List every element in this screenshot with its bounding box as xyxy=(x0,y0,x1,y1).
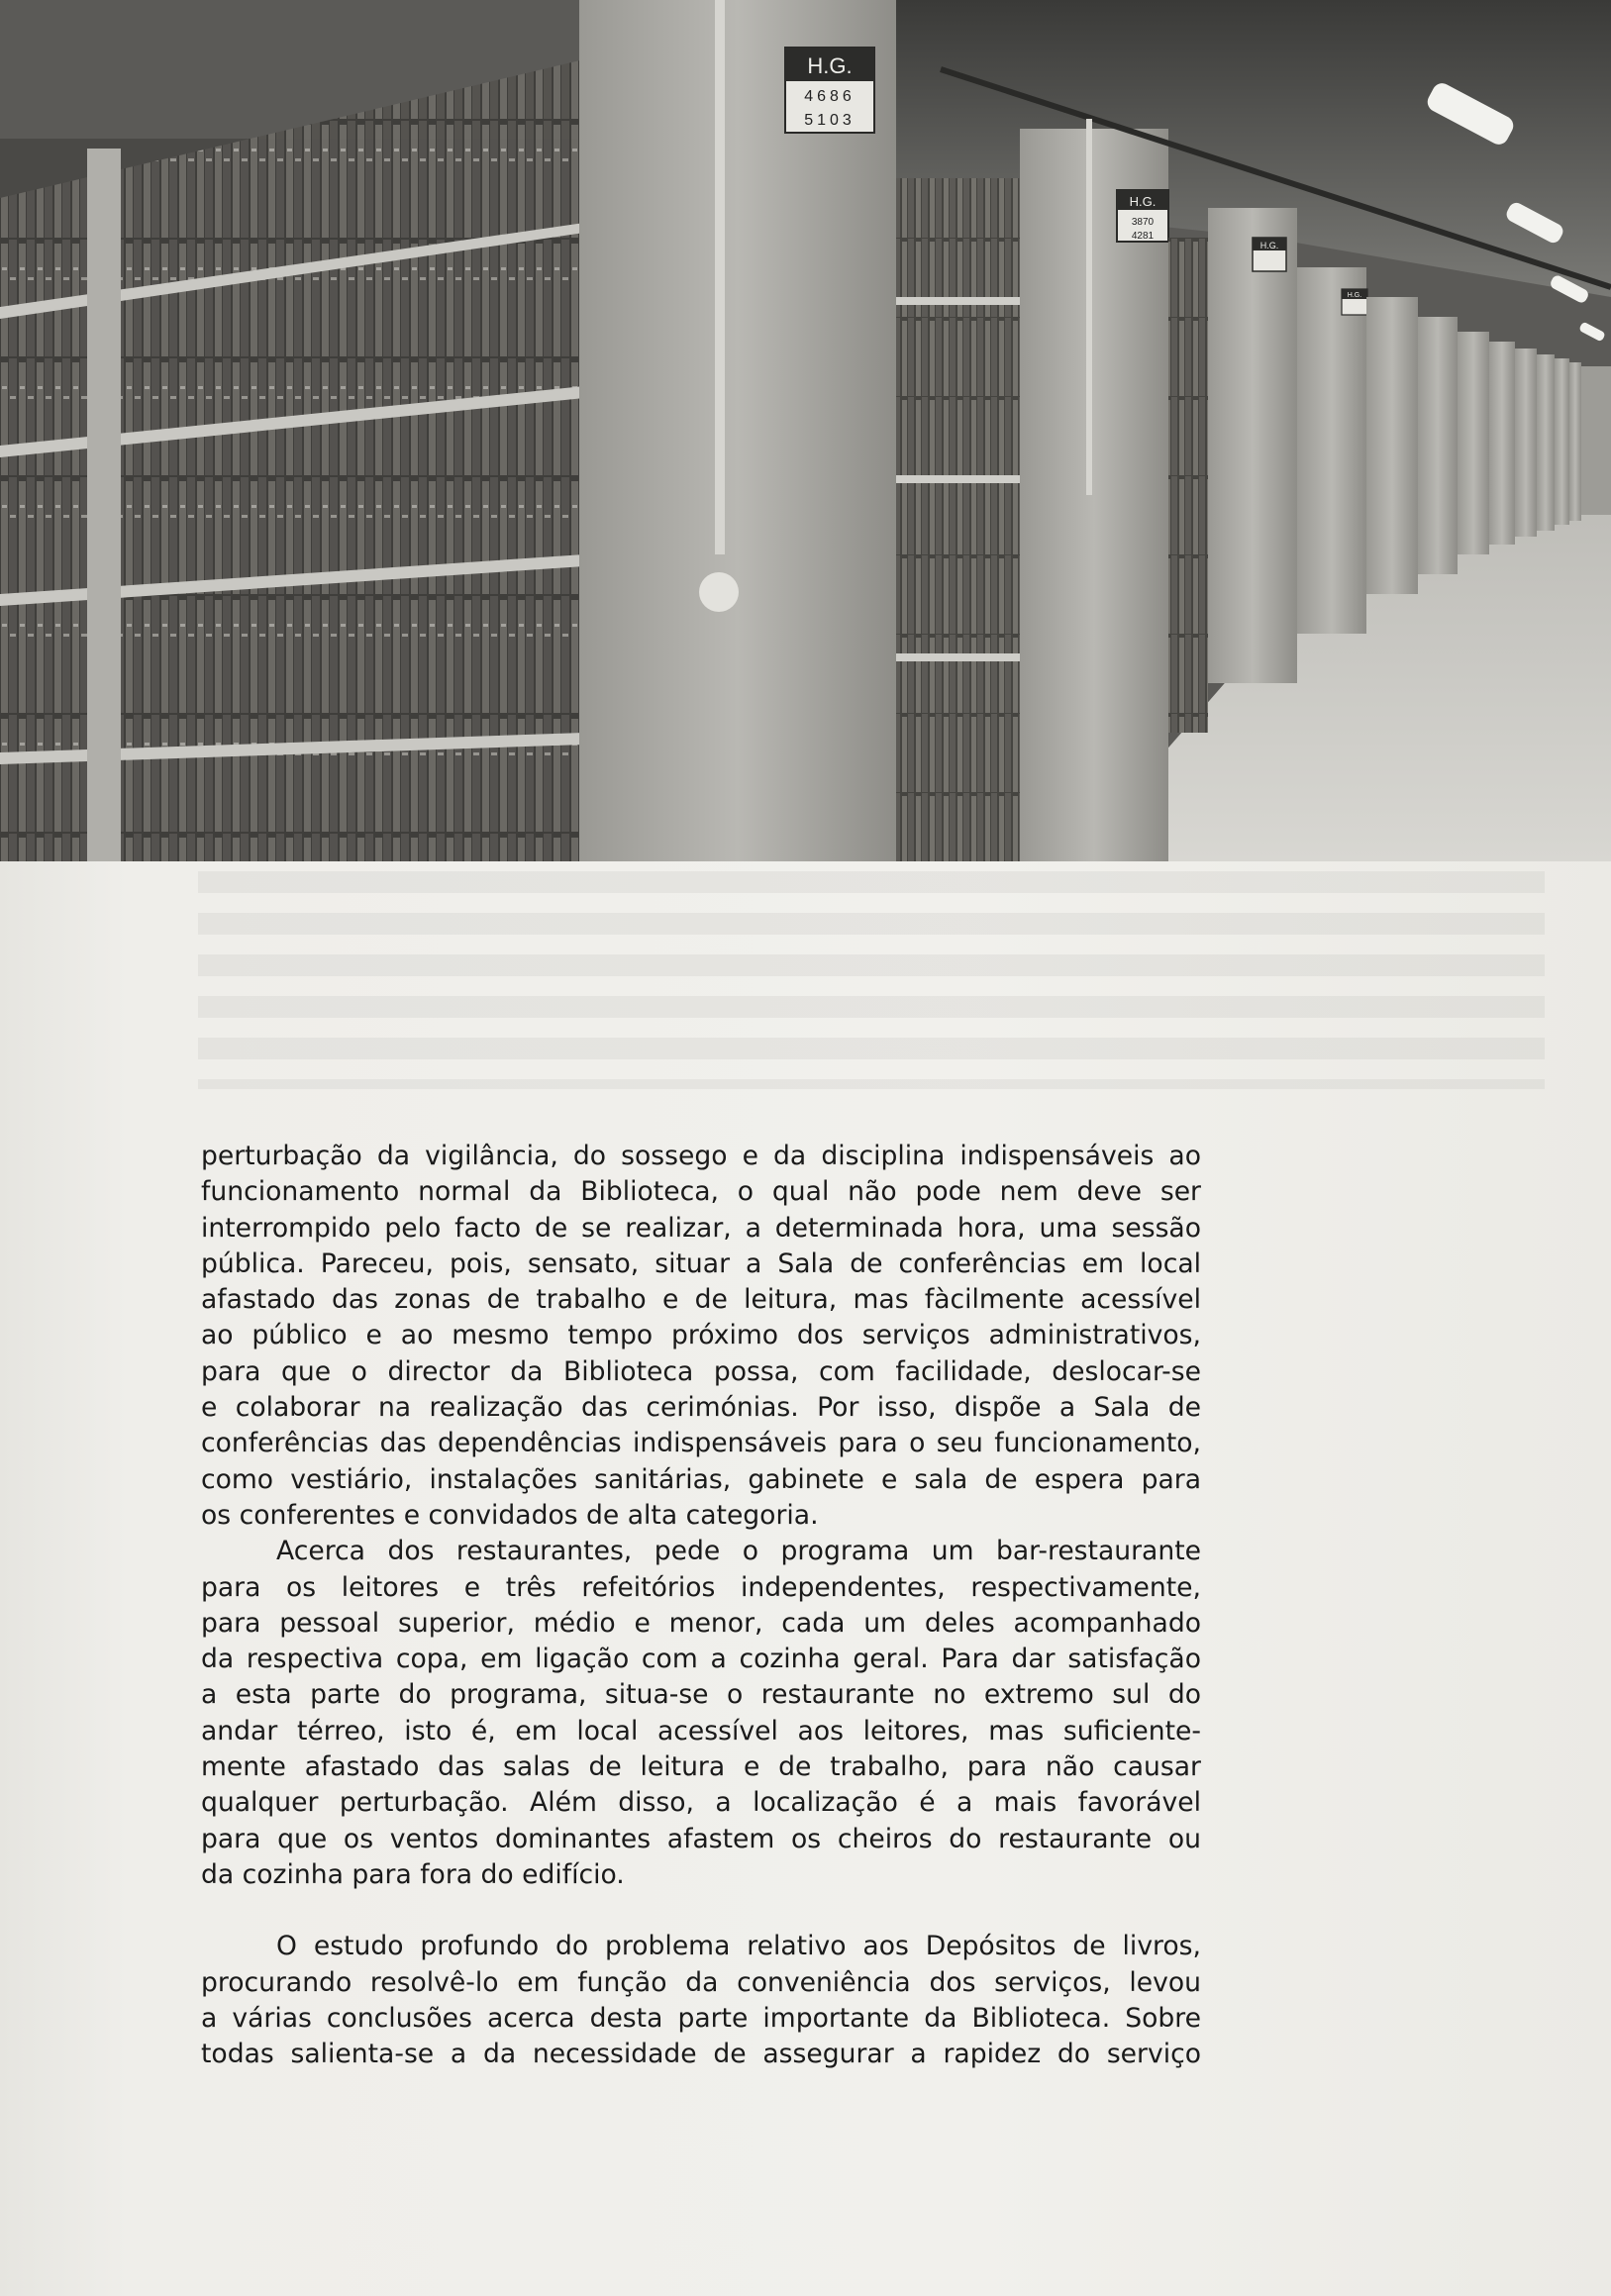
text-line: qualquer perturbação. Além disso, a localização é a mais favorável xyxy=(201,1787,1201,1819)
shelf-label-3-title: H.G. xyxy=(1259,241,1279,250)
text-line: para que os ventos dominantes afastem os cheiros do restaurante ou xyxy=(201,1823,1201,1854)
text-line: funcionamento normal da Biblioteca, o qual não pode nem deve ser xyxy=(201,1176,1201,1208)
shelf-label-2-code-2: 4281 xyxy=(1131,231,1155,242)
text-line: a esta parte do programa, situa-se o restaurante no extremo sul do xyxy=(201,1679,1201,1711)
shelf-label-2-code-1: 3870 xyxy=(1131,217,1155,228)
text-line: conferências das dependências indispensáveis para o seu funcionamento, xyxy=(201,1428,1201,1459)
article-body xyxy=(201,1139,1201,2072)
library-stacks-photo xyxy=(0,0,1611,861)
text-line: pública. Pareceu, pois, sensato, situar a Sala de conferências em local xyxy=(201,1248,1201,1279)
text-line: para pessoal superior, médio e menor, cada um deles acompanhado xyxy=(201,1607,1201,1639)
text-line: interrompido pelo facto de se realizar, a determinada hora, uma sessão xyxy=(201,1212,1201,1244)
shelf-label-2-title: H.G. xyxy=(1129,194,1157,209)
text-line: os conferentes e convidados de alta categoria. xyxy=(201,1499,819,1531)
shelf-label-4-title: H.G. xyxy=(1347,292,1362,299)
text-line: perturbação da vigilância, do sossego e da disciplina indispensáveis ao xyxy=(201,1141,1201,1171)
text-line: a várias conclusões acerca desta parte importante da Biblioteca. Sobre xyxy=(201,2002,1201,2034)
shelf-label-1-title: H.G. xyxy=(807,53,853,78)
paragraph-2 xyxy=(201,1534,1201,1893)
text-line: mente afastado das salas de leitura e de trabalho, para não causar xyxy=(201,1751,1201,1783)
shelf-label-4 xyxy=(1342,289,1367,315)
text-line: afastado das zonas de trabalho e de leitura, mas fàcilmente acessível xyxy=(201,1284,1201,1316)
shelf-label-3 xyxy=(1253,238,1286,271)
text-line: e colaborar na realização das cerimónias. Por isso, dispõe a Sala de xyxy=(201,1392,1201,1424)
text-line: procurando resolvê-lo em função da conveniência dos serviços, levou xyxy=(201,1966,1201,1998)
text-line: todas salienta-se a da necessidade de assegurar a rapidez do serviço xyxy=(201,2039,1201,2070)
shelf-label-1 xyxy=(785,48,874,133)
show-through-text xyxy=(198,871,1545,1089)
shelf-label-1-code-1: 4686 xyxy=(804,88,856,105)
paragraph-1 xyxy=(201,1139,1201,1534)
shelf-label-1-code-2: 5103 xyxy=(804,112,856,129)
text-line: O estudo profundo do problema relativo aos Depósitos de livros, xyxy=(276,1931,1201,1962)
text-line: andar térreo, isto é, em local acessível aos leitores, mas suficiente- xyxy=(201,1715,1201,1747)
shelf-label-2 xyxy=(1117,190,1168,242)
text-line: para que o director da Biblioteca possa, com facilidade, deslocar-se xyxy=(201,1355,1201,1387)
text-line: para os leitores e três refeitórios independentes, respectivamente, xyxy=(201,1571,1201,1603)
text-line: da cozinha para fora do edifício. xyxy=(201,1858,625,1890)
text-line: da respectiva copa, em ligação com a cozinha geral. Para dar satisfação xyxy=(201,1644,1201,1675)
text-line: como vestiário, instalações sanitárias, gabinete e sala de espera para xyxy=(201,1463,1201,1495)
text-line: ao público e ao mesmo tempo próximo dos serviços administrativos, xyxy=(201,1320,1201,1351)
text-line: Acerca dos restaurantes, pede o programa um bar-restaurante xyxy=(276,1536,1201,1567)
paragraph-3 xyxy=(201,1929,1201,2072)
